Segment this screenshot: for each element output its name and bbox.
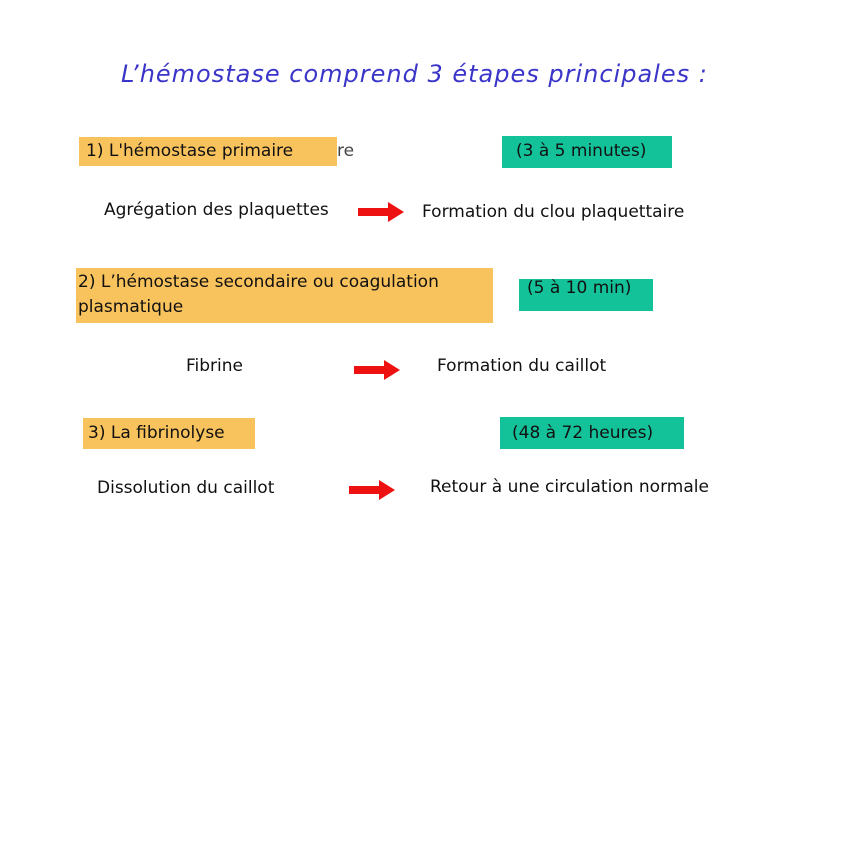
step1-label: 1) L'hémostase primaire: [86, 141, 294, 161]
step1-duration: (3 à 5 minutes): [516, 141, 647, 161]
step2-cause: Fibrine: [186, 356, 244, 376]
step2-duration: (5 à 10 min): [527, 278, 632, 298]
step1-effect: Formation du clou plaquettaire: [422, 202, 685, 222]
step3-effect: Retour à une circulation normale: [430, 477, 709, 497]
step2-effect: Formation du caillot: [437, 356, 607, 376]
step1-label-overflow: re: [337, 141, 355, 161]
step1-cause: Agrégation des plaquettes: [104, 200, 329, 220]
step2-label-line2: plasmatique: [78, 297, 184, 317]
step3-cause: Dissolution du caillot: [97, 478, 275, 498]
step3-duration: (48 à 72 heures): [512, 423, 654, 443]
step2-arrow-icon: [354, 360, 400, 380]
step3-label: 3) La fibrinolyse: [88, 423, 225, 443]
step1-arrow-icon: [358, 202, 404, 222]
page-title: L’hémostase comprend 3 étapes principales :: [121, 60, 708, 88]
step2-label-line1: 2) L’hémostase secondaire ou coagulation: [78, 272, 439, 292]
step3-arrow-icon: [349, 480, 395, 500]
